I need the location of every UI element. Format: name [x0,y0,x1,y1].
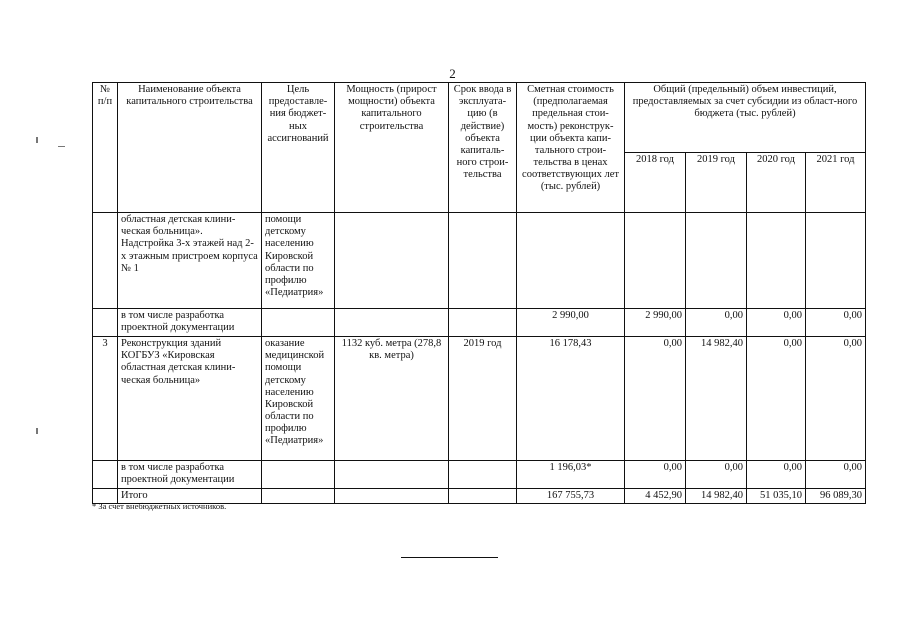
table-row [93,213,866,309]
scan-artifact [36,428,38,434]
cell-2020: 0,00 [747,309,806,337]
cell-name: в том числе разработка проектной документации [118,309,262,337]
cell-purpose [262,309,335,337]
separator-line [401,557,498,558]
cell-2021 [806,213,866,309]
cell-capacity [335,213,449,309]
cell-2018: 0,00 [625,461,686,489]
cell-2020: 51 035,10 [747,489,806,504]
header-year-2019: 2019 год [686,153,747,213]
footnote: * За счет внебюджетных источников. [92,501,227,511]
header-num: № п/п [93,83,118,213]
header-capacity: Мощность (прирост мощности) объекта капитального строительства [335,83,449,213]
header-year-2021: 2021 год [806,153,866,213]
cell-name: Реконструкция зданий КОГБУЗ «Кировская областная детская клини-ческая больница» [118,337,262,461]
cell-2021: 0,00 [806,337,866,461]
table-row [93,337,866,461]
cell-2021: 96 089,30 [806,489,866,504]
scan-artifact [58,146,65,147]
cell-capacity [335,489,449,504]
cell-term [449,461,517,489]
cell-2019: 14 982,40 [686,489,747,504]
cell-capacity [335,309,449,337]
cell-2019 [686,213,747,309]
cell-2021: 0,00 [806,461,866,489]
cell-cost: 16 178,43 [517,337,625,461]
cell-term: 2019 год [449,337,517,461]
cell-capacity [335,461,449,489]
cell-2018: 2 990,00 [625,309,686,337]
header-year-2018: 2018 год [625,153,686,213]
header-cost: Сметная стоимость (предполагаемая предельная стои-мость) реконструк-ции объекта капи-тального строи-тельства в ценах соответствующих лет (тыс. рублей) [517,83,625,213]
page-number: 2 [449,66,456,81]
investment-table [92,82,866,504]
header-term: Срок ввода в эксплуата-цию (в действие) объекта капиталь-ного строи-тельства [449,83,517,213]
cell-2019: 0,00 [686,309,747,337]
table-row [93,461,866,489]
cell-num [93,461,118,489]
cell-capacity: 1132 куб. метра (278,8 кв. метра) [335,337,449,461]
header-name: Наименование объекта капитального строительства [118,83,262,213]
cell-num [93,309,118,337]
cell-name: областная детская клини-ческая больница». Надстройка 3-х этажей над 2-х этажным пристроем корпуса № 1 [118,213,262,309]
header-year-2020: 2020 год [747,153,806,213]
table-row [93,309,866,337]
cell-term [449,489,517,504]
cell-cost: 2 990,00 [517,309,625,337]
scan-artifact [36,137,38,143]
cell-term [449,309,517,337]
cell-2019: 14 982,40 [686,337,747,461]
cell-2019: 0,00 [686,461,747,489]
cell-2020: 0,00 [747,461,806,489]
cell-name: в том числе разработка проектной документации [118,461,262,489]
cell-cost: 167 755,73 [517,489,625,504]
cell-cost: 1 196,03* [517,461,625,489]
cell-purpose [262,461,335,489]
cell-2018: 4 452,90 [625,489,686,504]
header-investment-group: Общий (предельный) объем инвестиций, предоставляемых за счет субсидии из област-ного бюджета (тыс. рублей) [625,83,866,153]
cell-2020 [747,213,806,309]
header-row [93,83,866,153]
cell-purpose [262,489,335,504]
cell-purpose: оказание медицинской помощи детскому населению Кировской области по профилю «Педиатрия» [262,337,335,461]
header-purpose: Цель предоставле-ния бюджет-ных ассигнований [262,83,335,213]
cell-name: Итого [118,489,262,504]
cell-2020: 0,00 [747,337,806,461]
cell-num: 3 [93,337,118,461]
cell-2018: 0,00 [625,337,686,461]
cell-term [449,213,517,309]
cell-cost [517,213,625,309]
cell-num [93,213,118,309]
cell-purpose: помощи детскому населению Кировской области по профилю «Педиатрия» [262,213,335,309]
cell-2018 [625,213,686,309]
cell-2021: 0,00 [806,309,866,337]
